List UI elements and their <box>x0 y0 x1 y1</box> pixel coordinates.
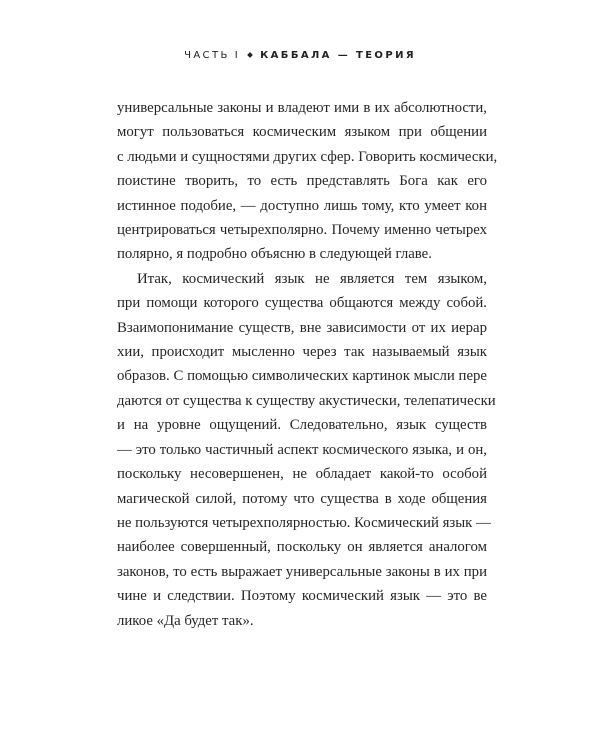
text-line: и на уровне ощущений. Следовательно, язык существ <box>117 417 487 434</box>
text-line: даются от существа к существу акустически, телепатически <box>117 392 496 409</box>
header-part: ЧАСТЬ <box>184 50 230 61</box>
text-line: не пользуются четырехполярностью. Космический язык — <box>117 514 491 531</box>
text-line: при помощи которого существа общаются между собой. <box>117 295 487 312</box>
text-line: чине и следствии. Поэтому космический язык — это ве <box>117 588 487 605</box>
text-line: Итак, космический язык не является тем языком, <box>137 270 487 287</box>
body-text <box>117 96 498 633</box>
text-line: — это только частичный аспект космического языка, и он, <box>117 441 487 458</box>
text-line: полярно, я подробно объясню в следующей главе. <box>117 246 432 263</box>
text-line: поистине творить, то есть представлять Бога как его <box>117 173 487 190</box>
header-title: КАББАЛА — ТЕОРИЯ <box>260 50 416 61</box>
text-line: центрироваться четырехполярно. Почему именно четырех <box>117 222 487 239</box>
text-line: образов. С помощью символических картинок мысли пере <box>117 368 487 385</box>
text-line: Взаимопонимание существ, вне зависимости от их иерар <box>117 319 487 336</box>
paragraph-1 <box>117 96 498 267</box>
text-line: могут пользоваться космическим языком при общении <box>117 124 487 141</box>
text-line: ликое «Да будет так». <box>117 612 254 629</box>
text-line: хии, происходит мысленно через так называемый язык <box>117 344 487 361</box>
text-line: с людьми и сущностями других сфер. Говорить космически, <box>117 148 498 165</box>
text-line: законов, то есть выражает универсальные законы в их при <box>117 563 487 580</box>
text-line: поскольку несовершенен, не обладает какой-то особой <box>117 466 487 483</box>
paragraph-2 <box>117 267 496 633</box>
header-part-number: I <box>234 50 241 61</box>
text-line: универсальные законы и владеют ими в их абсолютности, <box>117 100 487 116</box>
diamond-separator-icon <box>247 52 253 58</box>
running-header <box>0 50 600 61</box>
text-line: истинное подобие, — доступно лишь тому, кто умеет кон <box>117 197 487 214</box>
text-line: наиболее совершенный, поскольку он является аналогом <box>117 539 487 556</box>
text-line: магической силой, потому что существа в ходе общения <box>117 490 487 507</box>
